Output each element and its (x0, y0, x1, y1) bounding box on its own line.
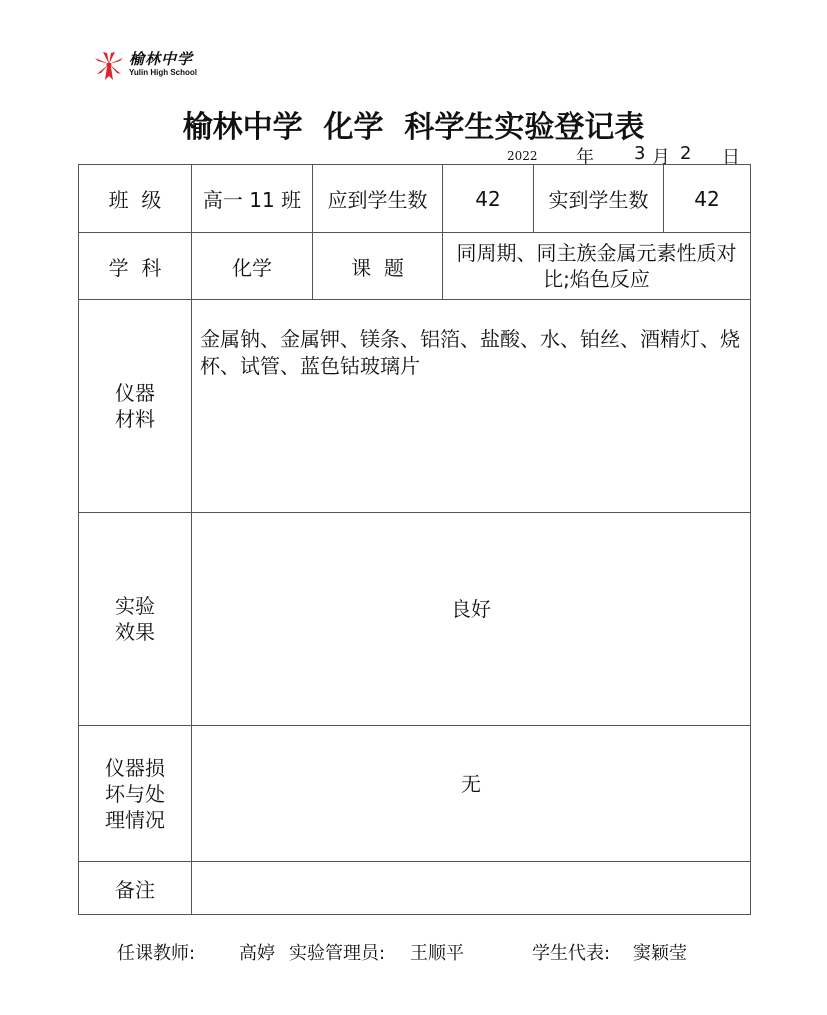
effect-label-text: 实验效果 (115, 594, 155, 644)
equipment-label (79, 300, 192, 513)
damage-label (79, 726, 192, 862)
subject-label: 学 科 (79, 233, 192, 300)
topic-value: 同周期、同主族金属元素性质对比;焰色反应 (443, 233, 751, 300)
date-month: 3 (634, 143, 646, 164)
lab-manager-name: 王顺平 (410, 943, 464, 964)
teacher-label: 任课教师: (117, 943, 196, 964)
date-year-unit: 年 (576, 147, 594, 168)
notes-label: 备注 (79, 862, 192, 915)
student-rep-label: 学生代表: (532, 943, 611, 964)
notes-value (192, 862, 751, 915)
effect-label (79, 513, 192, 726)
registration-table (78, 164, 751, 915)
date-month-unit: 月 (652, 147, 670, 168)
actual-students-label: 实到学生数 (534, 165, 664, 233)
table-row-equipment (79, 300, 751, 513)
student-rep-name: 窦颖莹 (633, 943, 687, 964)
teacher-name: 高婷 (239, 943, 275, 964)
equipment-value: 金属钠、金属钾、镁条、铝箔、盐酸、水、铂丝、酒精灯、烧杯、试管、蓝色钴玻璃片 (192, 300, 751, 513)
date-day: 2 (680, 143, 692, 164)
page-title: 榆林中学 化学 科学生实验登记表 (182, 110, 645, 145)
class-label: 班 级 (79, 165, 192, 233)
effect-value (192, 513, 751, 726)
logo-chinese-name: 榆林中学 (129, 50, 194, 68)
effect-value-text: 良好 (451, 597, 491, 621)
school-logo (93, 48, 223, 82)
table-row-subject (79, 233, 751, 300)
table-row-class (79, 165, 751, 233)
logo-english-name: Yulin High School (129, 68, 197, 77)
subject-value: 化学 (192, 233, 313, 300)
date-year: 2022 (507, 149, 538, 163)
lab-manager-label: 实验管理员: (289, 943, 386, 964)
damage-label-text: 仪器损坏与处理情况 (105, 755, 165, 832)
topic-label: 课 题 (313, 233, 443, 300)
table-row-effect (79, 513, 751, 726)
class-value: 高一 11 班 (192, 165, 313, 233)
table-row-damage (79, 726, 751, 862)
actual-students-value: 42 (664, 165, 751, 233)
date-day-unit: 日 (722, 147, 740, 168)
damage-value (192, 726, 751, 862)
expected-students-label: 应到学生数 (313, 165, 443, 233)
table-row-notes (79, 862, 751, 915)
school-emblem-icon (93, 50, 125, 82)
expected-students-value: 42 (443, 165, 534, 233)
damage-value-text: 无 (461, 772, 481, 796)
equipment-label-text: 仪器材料 (115, 381, 155, 431)
